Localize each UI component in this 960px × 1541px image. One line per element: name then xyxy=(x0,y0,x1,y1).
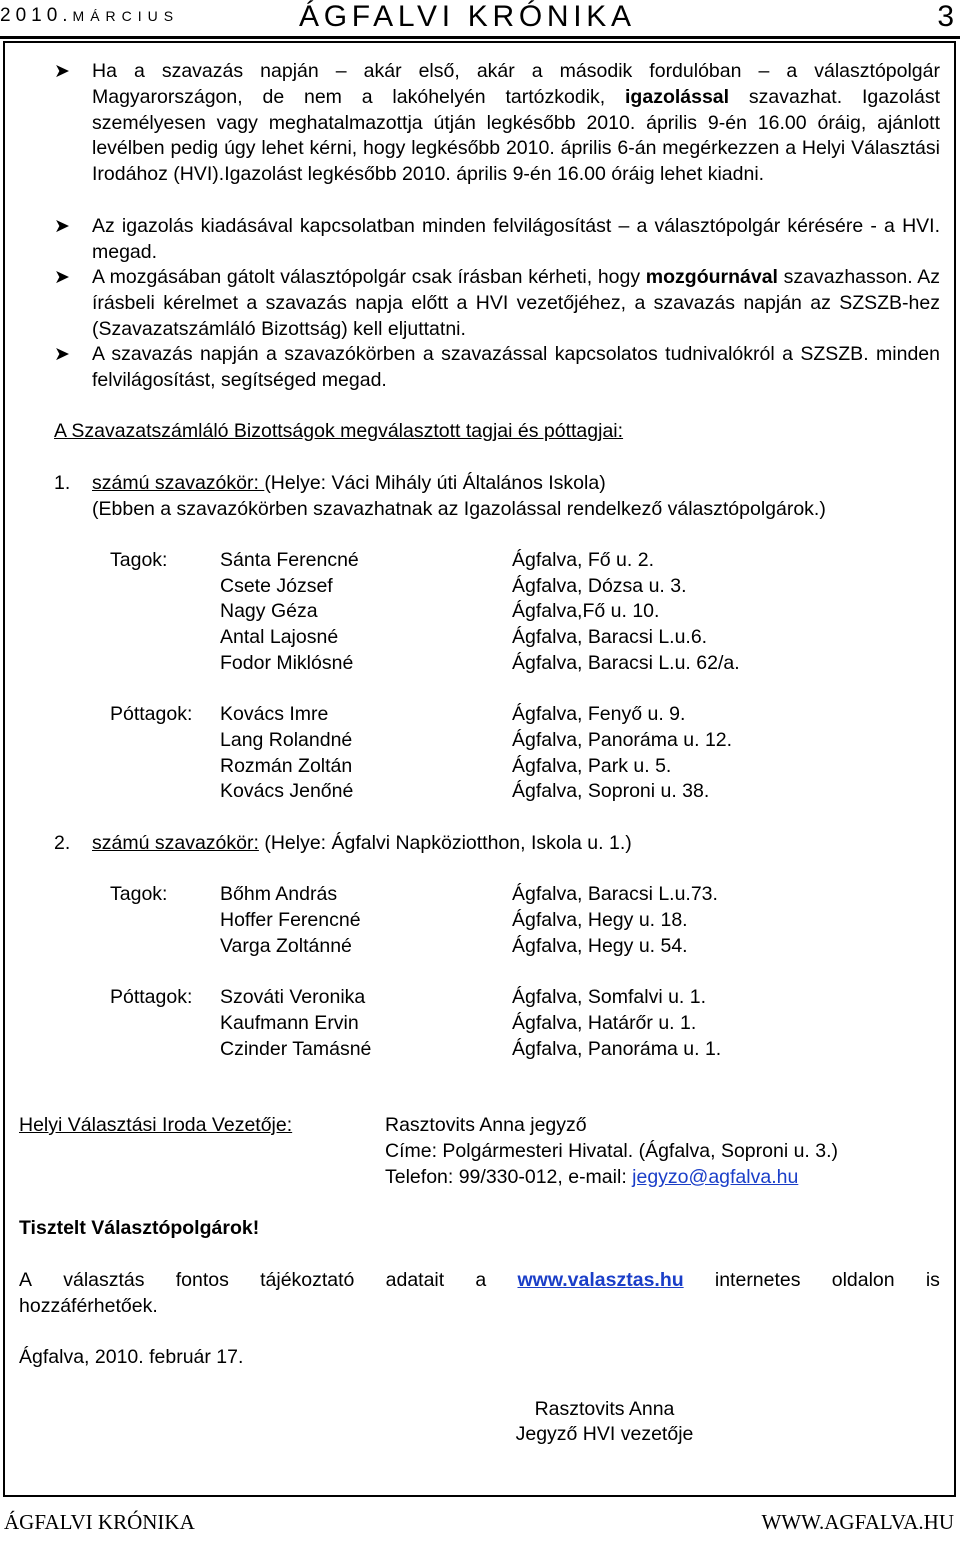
member-address: Ágfalva, Baracsi L.u.6. xyxy=(512,626,708,648)
district1-members-label: Tagok: xyxy=(110,549,168,571)
district2-number: 2. xyxy=(54,832,71,854)
member-name: Nagy Géza xyxy=(220,600,318,622)
office-address: Címe: Polgármesteri Hivatal. (Ágfalva, Soproni u. 3.) xyxy=(385,1140,839,1162)
member-name: Antal Lajosné xyxy=(220,626,339,648)
signature-title: Jegyző HVI vezetője xyxy=(515,1423,694,1445)
substitute-address: Ágfalva, Park u. 5. xyxy=(512,755,672,777)
district2-title: számú szavazókör: (Helye: Ágfalvi Napköziotthon, Iskola u. 1.) xyxy=(92,832,632,854)
bullet-text: A szavazás napján a szavazókörben a szavazással kapcsolatos tudnivalókról a SZSZB. minden felvilágosítást, segítséged megad. xyxy=(92,343,940,391)
footer-right: WWW.AGFALVA.HU xyxy=(761,1510,954,1534)
bullet-text: Az igazolás kiadásával kapcsolatban minden felvilágosítást – a választópolgár kérésére - a HVI. megad. xyxy=(92,215,940,263)
bullet-absentee-voting xyxy=(54,59,940,188)
bullet-text: Ha a szavazás napján – akár első, akár a második fordulóban – a választópolgár Magyarországon, de nem a lakóhelyén tartózkodik, igazolással szavazhat. Igazolást személyesen vagy meghatalmazottja útján legkésőbb 2010. április 9-én 16.00 óráig, ajánlott levélben pedig úgy lehet kérni, hogy legkésőbb 2010. április 6-án megérkezzen a Helyi Választási Irodához (HVI).Igazolást legkésőbb 2010. április 9-én 16.00 óráig lehet kiadni. xyxy=(92,60,940,186)
footer-left: ÁGFALVI KRÓNIKA xyxy=(4,1510,195,1534)
member-address: Ágfalva, Baracsi L.u.73. xyxy=(512,883,718,905)
substitute-address: Ágfalva, Soproni u. 38. xyxy=(512,780,710,802)
header-year: 2010. xyxy=(0,5,73,26)
bullet-arrow-icon: ➤ xyxy=(54,267,70,288)
district1-title: számú szavazókör: (Helye: Váci Mihály úti Általános Iskola) xyxy=(92,472,606,494)
member-address: Ágfalva, Fő u. 2. xyxy=(512,549,654,571)
substitute-name: Lang Rolandné xyxy=(220,729,353,751)
section-heading: A Szavazatszámláló Bizottságok megválasztott tagjai és póttagjai: xyxy=(54,420,624,442)
header-title: ÁGFALVI KRÓNIKA xyxy=(299,0,636,33)
substitute-name: Rozmán Zoltán xyxy=(220,755,353,777)
info-line: A választás fontos tájékoztató adatait a www.valasztas.hu internetes oldalon is xyxy=(19,1268,940,1294)
member-name: Csete József xyxy=(220,575,333,597)
bullet-arrow-icon: ➤ xyxy=(54,61,70,82)
member-address: Ágfalva, Hegy u. 54. xyxy=(512,935,688,957)
substitute-name: Kovács Jenőné xyxy=(220,780,354,802)
website-link[interactable]: www.valasztas.hu xyxy=(517,1269,684,1291)
bullet-election-day-info xyxy=(54,342,940,394)
info-line-2: hozzáférhetőek. xyxy=(19,1295,158,1317)
greeting: Tisztelt Választópolgárok! xyxy=(19,1217,260,1239)
header-month: MÁRCIUS xyxy=(72,8,180,24)
member-name: Bőhm András xyxy=(220,883,338,905)
bullet-arrow-icon: ➤ xyxy=(54,216,70,237)
member-name: Hoffer Ferencné xyxy=(220,909,361,931)
header-date xyxy=(0,4,179,28)
district2-substitutes-label: Póttagok: xyxy=(110,986,193,1008)
member-name: Fodor Miklósné xyxy=(220,652,354,674)
email-link[interactable]: jegyzo@agfalva.hu xyxy=(632,1166,799,1188)
bullet-certificate-info xyxy=(54,214,940,266)
member-address: Ágfalva, Baracsi L.u. 62/a. xyxy=(512,652,740,674)
substitute-address: Ágfalva, Panoráma u. 1. xyxy=(512,1038,722,1060)
substitute-name: Czinder Tamásné xyxy=(220,1038,372,1060)
district1-substitutes-label: Póttagok: xyxy=(110,703,193,725)
office-contact: Telefon: 99/330-012, e-mail: jegyzo@agfalva.hu xyxy=(385,1166,799,1188)
substitute-name: Kovács Imre xyxy=(220,703,329,725)
office-name: Rasztovits Anna jegyző xyxy=(385,1114,587,1136)
office-label: Helyi Választási Iroda Vezetője: xyxy=(19,1114,293,1136)
page-number: 3 xyxy=(937,0,954,33)
substitute-name: Kaufmann Ervin xyxy=(220,1012,359,1034)
substitute-address: Ágfalva, Határőr u. 1. xyxy=(512,1012,697,1034)
member-address: Ágfalva,Fő u. 10. xyxy=(512,600,660,622)
member-name: Sánta Ferencné xyxy=(220,549,359,571)
member-name: Varga Zoltánné xyxy=(220,935,352,957)
substitute-name: Szováti Veronika xyxy=(220,986,366,1008)
header-rule xyxy=(0,36,960,39)
district1-number: 1. xyxy=(54,472,71,494)
bullet-arrow-icon: ➤ xyxy=(54,344,70,365)
substitute-address: Ágfalva, Fenyő u. 9. xyxy=(512,703,686,725)
signature-name: Rasztovits Anna xyxy=(534,1398,675,1420)
substitute-address: Ágfalva, Somfalvi u. 1. xyxy=(512,986,707,1008)
member-address: Ágfalva, Hegy u. 18. xyxy=(512,909,688,931)
district2-members-label: Tagok: xyxy=(110,883,168,905)
bullet-text: A mozgásában gátolt választópolgár csak írásban kérheti, hogy mozgóurnával szavazhasson. Az írásbeli kérelmet a szavazás napja előtt a HVI vezetőjéhez, a szavazás napján az SZSZB-hez (Szavazatszámláló Bizottság) kell eljuttatni. xyxy=(92,266,940,340)
place-date: Ágfalva, 2010. február 17. xyxy=(19,1346,244,1368)
bullet-mobile-ballot xyxy=(54,265,940,342)
member-address: Ágfalva, Dózsa u. 3. xyxy=(512,575,687,597)
substitute-address: Ágfalva, Panoráma u. 12. xyxy=(512,729,733,751)
district1-note: (Ebben a szavazókörben szavazhatnak az Igazolással rendelkező választópolgárok.) xyxy=(92,498,826,520)
